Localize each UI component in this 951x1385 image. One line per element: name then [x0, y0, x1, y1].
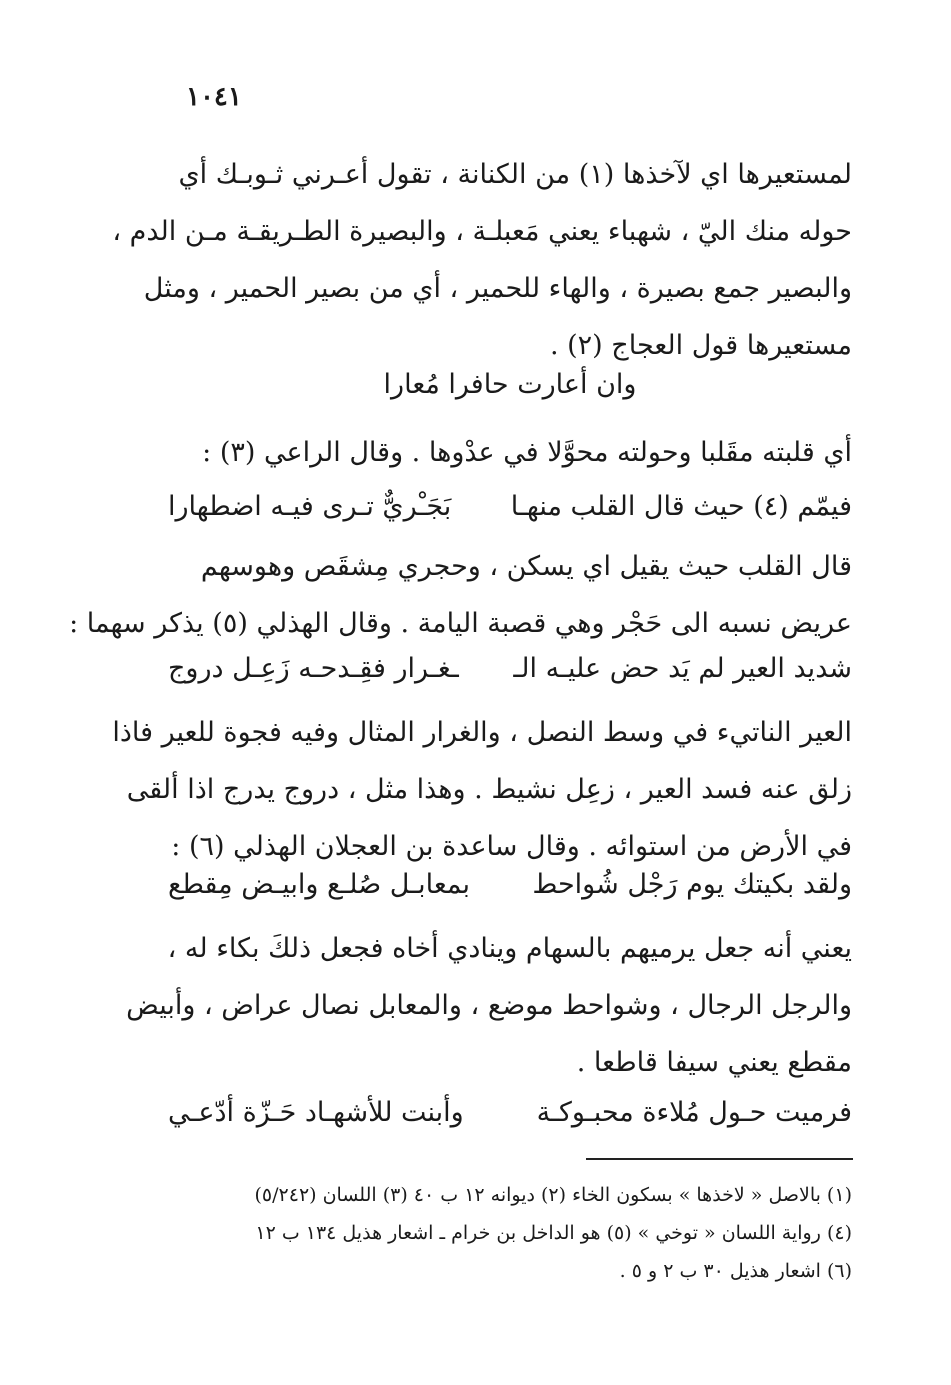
verse-second-hemistich: بَجَـْريٌّ تـرى فيـه اضطهارا [168, 491, 452, 522]
paragraph-1 [112, 146, 852, 374]
text-line: حوله منك اليّ ، شهباء يعني مَعبلـة ، والبصيرة الطـريقـة مـن الدم ، [112, 216, 852, 247]
paragraph-3 [69, 538, 852, 652]
text-line: والرجل الرجال ، وشواحط موضع ، والمعابل نصال عراض ، وأبيض [126, 990, 852, 1021]
text-line: يعني أنه جعل يرميهم بالسهام وينادي أخاه فجعل ذلكَ بكاء له ، [167, 933, 852, 964]
verse-line [168, 1084, 852, 1141]
verse-second-hemistich: بمعابـل صُلـع وابيـض مِقطع [168, 869, 470, 900]
text-line: مستعيرها قول العجاج (٢) . [549, 330, 852, 361]
paragraph-5 [126, 920, 852, 1091]
verse-second-hemistich: وأبنت للأشهـاد حَـزّة أدّعـي [168, 1097, 464, 1128]
verse-centered: وان أعارت حافرا مُعارا [383, 369, 637, 400]
verse-first-hemistich: فرميت حـول مُلاءة محبـوكـة [536, 1097, 852, 1128]
text-line: قال القلب حيث يقيل اي يسكن ، وحجري مِشقَص وهوسهم [200, 551, 852, 582]
text-line: العير الناتيء في وسط النصل ، والغرار المثال وفيه فجوة للعير فاذا [112, 717, 852, 748]
verse-second-hemistich: ـغـرار فقِـدحـه زَعِـل دروج [168, 653, 459, 684]
text-line: زلق عنه فسد العير ، زعِل نشيط . وهذا مثل ، دروج يدرج اذا ألقى [126, 774, 852, 805]
footnote-separator [586, 1158, 853, 1160]
footnote-line: (٤) رواية اللسان « توخي » (٥) هو الداخل بن خرام ـ اشعار هذيل ١٣٤ ب ١٢ [255, 1222, 852, 1244]
page-number: ١٠٤١ [186, 82, 242, 112]
footnote-line: (١) بالاصل « لاخذها » بسكون الخاء (٢) ديوانه ١٢ ب ٤٠ (٣) اللسان (٥/٢٤٢) [254, 1184, 852, 1206]
footnote-line: (٦) اشعار هذيل ٣٠ ب ٢ و ٥ . [619, 1260, 852, 1282]
paragraph-2 [168, 424, 852, 481]
text-line: مقطع يعني سيفا قاطعا . [576, 1047, 852, 1078]
text-line: عريض نسبه الى حَجْر وهي قصبة اليامة . وقال الهذلي (٥) يذكر سهما : [69, 608, 852, 639]
verse-first-hemistich: فيمّم (٤) حيث قال القلب منهـا [510, 491, 852, 522]
paragraph-4 [112, 704, 852, 875]
verse-line [168, 478, 852, 535]
text-line: في الأرض من استوائه . وقال ساعدة بن العجلان الهذلي (٦) : [171, 831, 852, 862]
text-line: أي قلبته مقَلبا وحولته محوَّلا في عدْوها . وقال الراعي (٣) : [202, 437, 852, 468]
verse-first-hemistich: شديد العير لم يَد حض عليـه الـ [513, 653, 852, 684]
verse-first-hemistich: ولقد بكيتك يوم رَجْل شُواحط [532, 869, 852, 900]
verse-line [168, 856, 852, 913]
footnotes [168, 1176, 852, 1290]
text-line: والبصير جمع بصيرة ، والهاء للحمير ، أي من بصير الحمير ، ومثل [143, 273, 852, 304]
text-line: لمستعيرها اي لآخذها (١) من الكنانة ، تقول أعـرني ثـوبـك أي [178, 159, 852, 190]
verse-line [168, 640, 852, 697]
